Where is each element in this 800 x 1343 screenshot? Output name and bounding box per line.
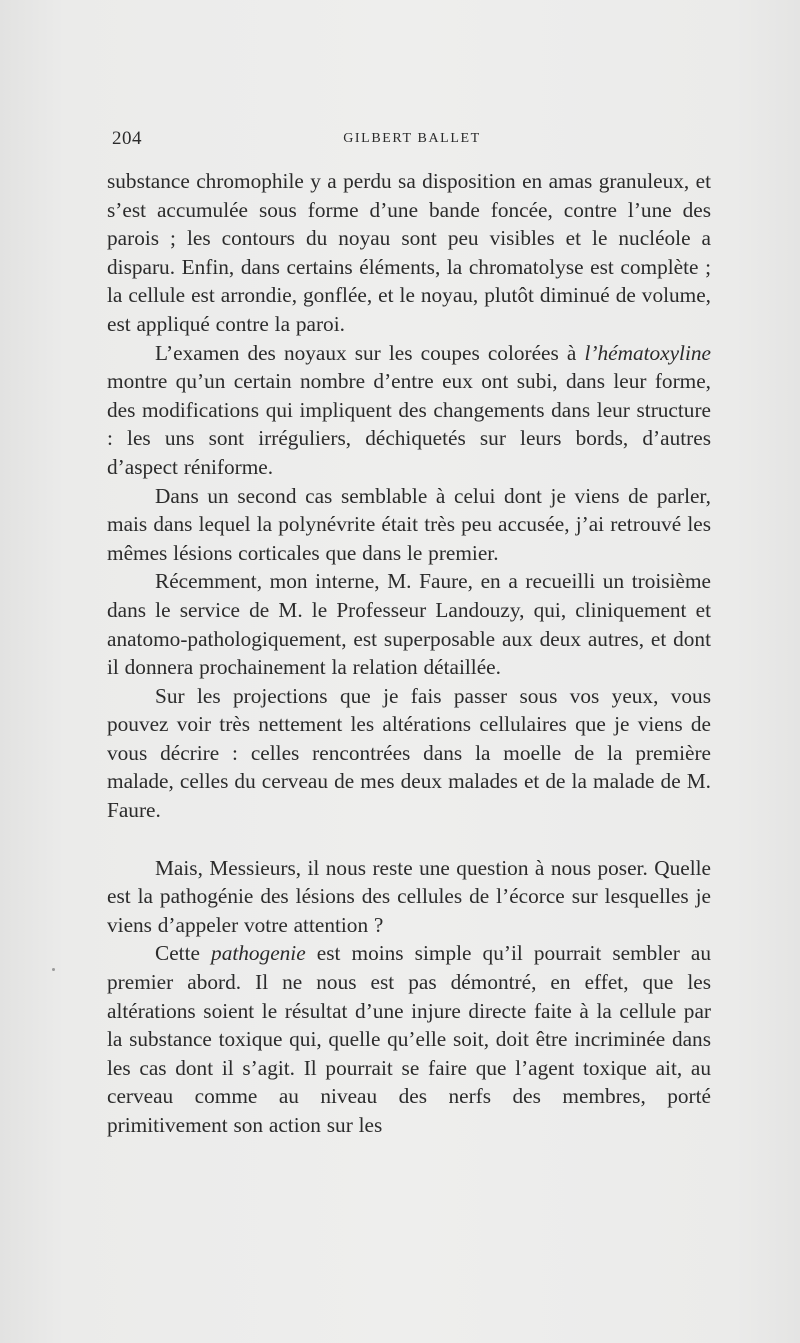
paragraph — [107, 339, 711, 482]
page-number: 204 — [112, 128, 142, 149]
paragraph — [107, 854, 711, 940]
body-text — [107, 167, 711, 1140]
paragraph — [107, 682, 711, 825]
text-run: est moins simple qu’il pourrait sembler au premier abord. Il ne nous est pas démontré, en effet, que les altérations soient le résultat d’une injure directe faite à la cellule par la substance toxique qui, quelle qu’elle soit, doit être incriminée dans les cas dont il s’agit. Il pourrait se faire que l’agent toxique ait, au cerveau comme au niveau des nerfs des membres, porté primitivement son action sur les — [107, 941, 711, 1137]
text-run: Récemment, mon interne, M. Faure, en a recueilli un troisième dans le service de M. le Professeur Landouzy, qui, cliniquement et anatomo-pathologiquement, est superposable aux deux autres, et dont il donnera prochainement la relation détaillée. — [107, 569, 711, 680]
paragraph — [107, 567, 711, 681]
text-run: L’examen des noyaux sur les coupes colorées à — [155, 340, 585, 365]
paragraph — [107, 482, 711, 568]
italic-term: pathogenie — [211, 941, 306, 966]
text-run: Cette — [155, 941, 212, 966]
text-run: Sur les projections que je fais passer sous vos yeux, vous pouvez voir très nettement les altérations cellulaires que je viens de vous décrire : celles rencontrées dans la moelle de la première malade, celles du cerveau de mes deux malades et de la malade de M. Faure. — [107, 683, 711, 823]
paper-speck — [52, 968, 55, 971]
paragraph — [107, 939, 711, 1139]
running-head: GILBERT BALLET — [343, 131, 481, 146]
text-run: montre qu’un certain nombre d’entre eux ont subi, dans leur forme, des modifications qui impliquent des changements dans leur structure : les uns sont irréguliers, déchiquetés sur leurs bords, d’autres d’aspect réniforme. — [107, 369, 711, 479]
page-header — [112, 128, 712, 152]
text-run: substance chromophile y a perdu sa disposition en amas granuleux, et s’est accumulée sous forme d’une bande foncée, contre l’une des parois ; les contours du noyau sont peu visibles et le nucléole a disparu. Enfin, dans certains éléments, la chromatolyse est complète ; la cellule est arrondie, gonflée, et le noyau, plutôt diminué de volume, est appliqué contre la paroi. — [107, 169, 711, 336]
text-run: Dans un second cas semblable à celui dont je viens de parler, mais dans lequel la polynévrite était très peu accusée, j’ai retrouvé les mêmes lésions corticales que dans le premier. — [107, 483, 711, 565]
text-run: Mais, Messieurs, il nous reste une question à nous poser. Quelle est la pathogénie des lésions des cellules de l’écorce sur lesquelles je viens d’appeler votre attention ? — [107, 855, 711, 937]
italic-term: l’hématoxyline — [584, 340, 711, 365]
paragraph — [107, 167, 711, 339]
